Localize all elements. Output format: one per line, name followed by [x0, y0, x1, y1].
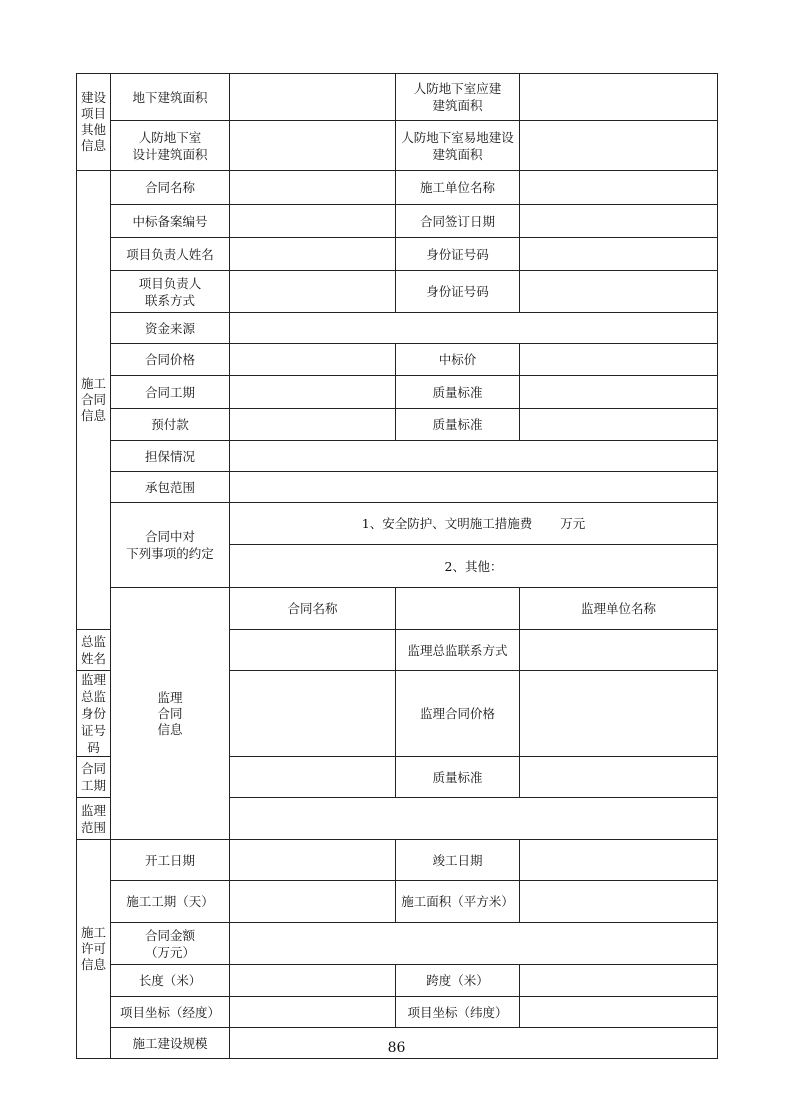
field-advance-payment[interactable] — [230, 409, 396, 441]
label-length: 长度（米） — [111, 965, 230, 997]
field-id-no[interactable] — [520, 238, 718, 271]
label-contract-period: 合同工期 — [111, 376, 230, 409]
field-supervision-contract-name[interactable] — [396, 588, 520, 630]
label-supervision-scope: 监理范围 — [77, 798, 111, 840]
label-advance-payment: 预付款 — [111, 409, 230, 441]
field-longitude[interactable] — [230, 997, 396, 1028]
label-civil-defense-design: 人防地下室 设计建筑面积 — [111, 121, 230, 171]
label-supervision-contract-name: 合同名称 — [230, 588, 396, 630]
label-sign-date: 合同签订日期 — [396, 205, 520, 238]
field-chief-name[interactable] — [230, 630, 396, 671]
field-finish-date[interactable] — [520, 840, 718, 881]
label-latitude: 项目坐标（纬度） — [396, 997, 520, 1028]
label-supervision-period: 合同工期 — [77, 757, 111, 798]
field-guarantee[interactable] — [230, 441, 718, 472]
label-finish-date: 竣工日期 — [396, 840, 520, 881]
label-chief-name: 总监姓名 — [77, 630, 111, 671]
section-label-construction-permit: 施工 许可 信息 — [77, 840, 111, 1059]
agreement-item-safety-fee: 1、安全防护、文明施工措施费 万元 — [230, 503, 718, 545]
field-contractor-name[interactable] — [520, 171, 718, 205]
label-quality-standard: 质量标准 — [396, 376, 520, 409]
field-id-no-2[interactable] — [520, 271, 718, 313]
field-length[interactable] — [230, 965, 396, 997]
label-longitude: 项目坐标（经度） — [111, 997, 230, 1028]
label-construction-area: 施工面积（平方米） — [396, 881, 520, 923]
label-civil-defense-required: 人防地下室应建 建筑面积 — [396, 74, 520, 121]
field-supervision-scope[interactable] — [230, 798, 718, 840]
field-contract-period[interactable] — [230, 376, 396, 409]
section-label-supervision-contract: 监理 合同 信息 — [111, 588, 230, 840]
label-bid-price: 中标价 — [396, 344, 520, 376]
section-label-project-other: 建设 项目 其他 信息 — [77, 74, 111, 171]
label-bid-record-no: 中标备案编号 — [111, 205, 230, 238]
field-sign-date[interactable] — [520, 205, 718, 238]
field-construction-period[interactable] — [230, 881, 396, 923]
label-supervisor-unit: 监理单位名称 — [520, 588, 718, 630]
field-contract-price[interactable] — [230, 344, 396, 376]
construction-info-form — [76, 73, 718, 1059]
field-supervision-price[interactable] — [520, 671, 718, 757]
field-civil-defense-relocate[interactable] — [520, 121, 718, 171]
label-supervision-price: 监理合同价格 — [396, 671, 520, 757]
label-pm-contact: 项目负责人 联系方式 — [111, 271, 230, 313]
field-bid-price[interactable] — [520, 344, 718, 376]
label-underground-area: 地下建筑面积 — [111, 74, 230, 121]
label-agreement-items: 合同中对 下列事项的约定 — [111, 503, 230, 588]
field-pm-contact[interactable] — [230, 271, 396, 313]
field-civil-defense-required[interactable] — [520, 74, 718, 121]
label-civil-defense-relocate: 人防地下室易地建设 建筑面积 — [396, 121, 520, 171]
field-underground-area[interactable] — [230, 74, 396, 121]
label-contract-price: 合同价格 — [111, 344, 230, 376]
label-pm-name: 项目负责人姓名 — [111, 238, 230, 271]
label-span: 跨度（米） — [396, 965, 520, 997]
label-id-no-2: 身份证号码 — [396, 271, 520, 313]
field-supervision-period[interactable] — [230, 757, 396, 798]
label-construction-scale: 施工建设规模 — [111, 1028, 230, 1059]
label-supervision-quality: 质量标准 — [396, 757, 520, 798]
field-latitude[interactable] — [520, 997, 718, 1028]
field-quality-standard[interactable] — [520, 376, 718, 409]
field-span[interactable] — [520, 965, 718, 997]
label-scope: 承包范围 — [111, 472, 230, 503]
field-chief-id[interactable] — [230, 671, 396, 757]
label-guarantee: 担保情况 — [111, 441, 230, 472]
label-contract-amount: 合同金额 （万元） — [111, 923, 230, 965]
label-contractor-name: 施工单位名称 — [396, 171, 520, 205]
label-start-date: 开工日期 — [111, 840, 230, 881]
label-fund-source: 资金来源 — [111, 313, 230, 344]
field-bid-record-no[interactable] — [230, 205, 396, 238]
field-fund-source[interactable] — [230, 313, 718, 344]
field-scope[interactable] — [230, 472, 718, 503]
label-contract-name: 合同名称 — [111, 171, 230, 205]
field-supervision-quality[interactable] — [520, 757, 718, 798]
field-civil-defense-design[interactable] — [230, 121, 396, 171]
field-pm-name[interactable] — [230, 238, 396, 271]
field-contract-amount[interactable] — [230, 923, 718, 965]
section-label-construction-contract: 施工 合同 信息 — [77, 171, 111, 630]
label-construction-period: 施工工期（天） — [111, 881, 230, 923]
label-id-no: 身份证号码 — [396, 238, 520, 271]
field-construction-area[interactable] — [520, 881, 718, 923]
field-quality-standard-2[interactable] — [520, 409, 718, 441]
field-chief-contact[interactable] — [520, 630, 718, 671]
label-chief-id: 监理总监 身份证号码 — [77, 671, 111, 757]
field-contract-name[interactable] — [230, 171, 396, 205]
field-start-date[interactable] — [230, 840, 396, 881]
page-number: 86 — [387, 1040, 406, 1056]
agreement-item-other: 2、其他： — [230, 545, 718, 588]
label-chief-contact: 监理总监联系方式 — [396, 630, 520, 671]
label-quality-standard-2: 质量标准 — [396, 409, 520, 441]
